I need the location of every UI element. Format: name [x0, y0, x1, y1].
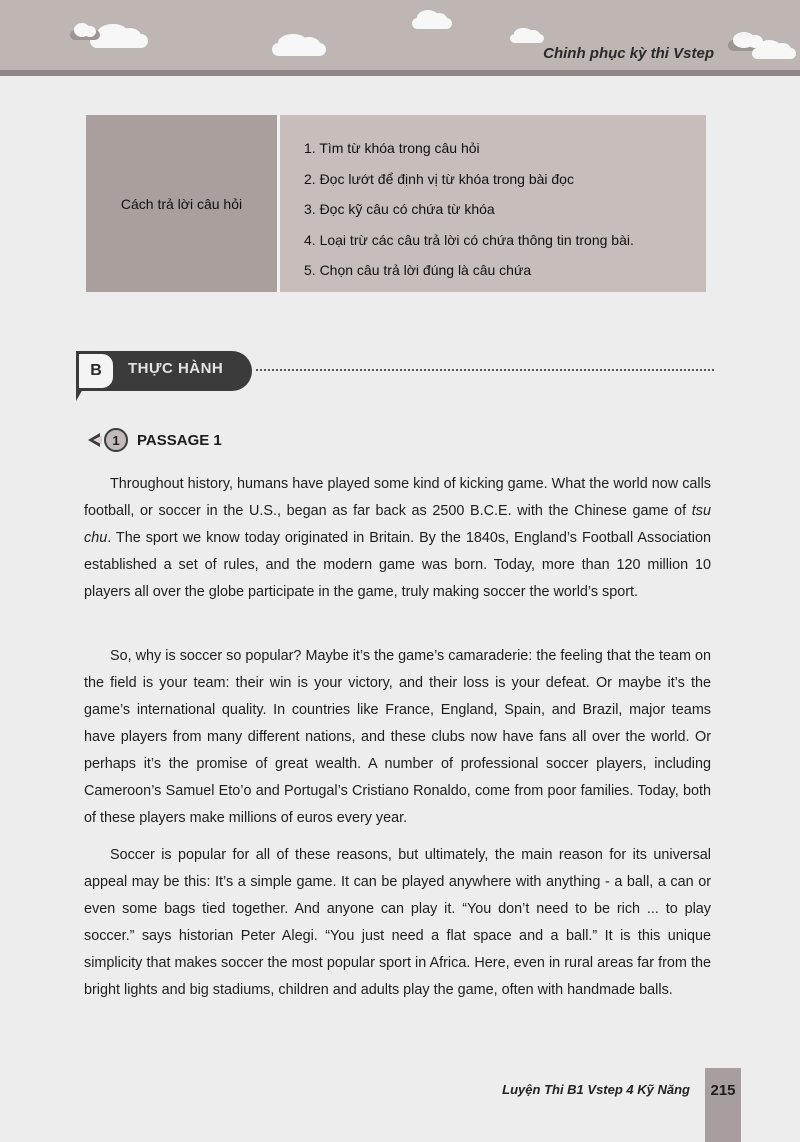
tips-table-label: Cách trả lời câu hỏi: [86, 115, 277, 292]
page-number: 215: [710, 1082, 736, 1099]
step-item: 1. Tìm từ khóa trong câu hỏi: [304, 140, 480, 156]
header-divider: [0, 70, 800, 76]
cloud-icon: [412, 18, 452, 29]
tips-table-steps: [280, 115, 706, 292]
section-title: THỰC HÀNH: [128, 360, 224, 377]
passage-title: PASSAGE 1: [137, 432, 222, 449]
passage-paragraph-1: [84, 471, 711, 606]
cloud-icon: [752, 48, 796, 59]
section-letter-badge: B: [76, 351, 116, 391]
cloud-icon: [70, 30, 100, 40]
cloud-icon: [510, 34, 544, 43]
page-number-tab: [705, 1068, 741, 1142]
footer-book-title: Luyện Thi B1 Vstep 4 Kỹ Năng: [502, 1082, 690, 1097]
step-item: 2. Đọc lướt để định vị từ khóa trong bài đọc: [304, 170, 574, 187]
step-item: 4. Loại trừ các câu trả lời có chứa thông tin trong bài.: [304, 231, 634, 248]
step-item: 5. Chọn câu trả lời đúng là câu chứa: [304, 262, 532, 278]
passage-number-badge: 1: [104, 428, 128, 452]
cloud-icon: [272, 43, 326, 56]
passage-paragraph-3: Soccer is popular for all of these reasons, but ultimately, the main reason for its universal appeal may be this: It’s a simple game. It can be played anywhere with anything - a ball, a can or even some bags tied together. And anyone can play it. “You don’t need to be rich ... to play soccer.” says historian Peter Alegi. “You just need a flat space and a ball.” It is this unique simplicity that makes soccer the most popular sport in Africa. Here, even in rural areas far from the bright lights and big stadiums, children and adults play the game, often with handmade balls.: [84, 847, 711, 998]
p1-text-start: Throughout history, humans have played some kind of kicking game. What the world now calls football, or soccer in the U.S., began as far back as 2500 B.C.E. with the Chinese game of: [84, 476, 711, 519]
step-item: 3. Đọc kỹ câu có chứa từ khóa: [304, 201, 495, 217]
p1-italic-term: tsu chu: [84, 503, 711, 546]
header-title: Chinh phục kỳ thi Vstep: [543, 45, 714, 62]
tips-table: [86, 115, 706, 292]
p1-text-end: . The sport we know today originated in Britain. By the 1840s, England’s Football Association established a set of rules, and the modern game was born. Today, more than 120 million 10 players all over the globe participate in the game, truly making soccer the world’s sport.: [84, 530, 711, 600]
section-dotted-rule: [256, 369, 714, 371]
passage-paragraph-2: So, why is soccer so popular? Maybe it’s the game’s camaraderie: the feeling that the team on the field is your team: their win is your victory, and their loss is your defeat. Or maybe it’s the game’s international quality. In countries like France, England, Spain, and Brazil, major teams have players from many different nations, and these clubs now have fans all over the world. Or perhaps it’s the promise of great wealth. A number of professional soccer players, including Cameroon’s Samuel Eto’o and Portugal’s Cristiano Ronaldo, come from poor families. Today, both of these players make millions of euros every year.: [84, 648, 711, 826]
